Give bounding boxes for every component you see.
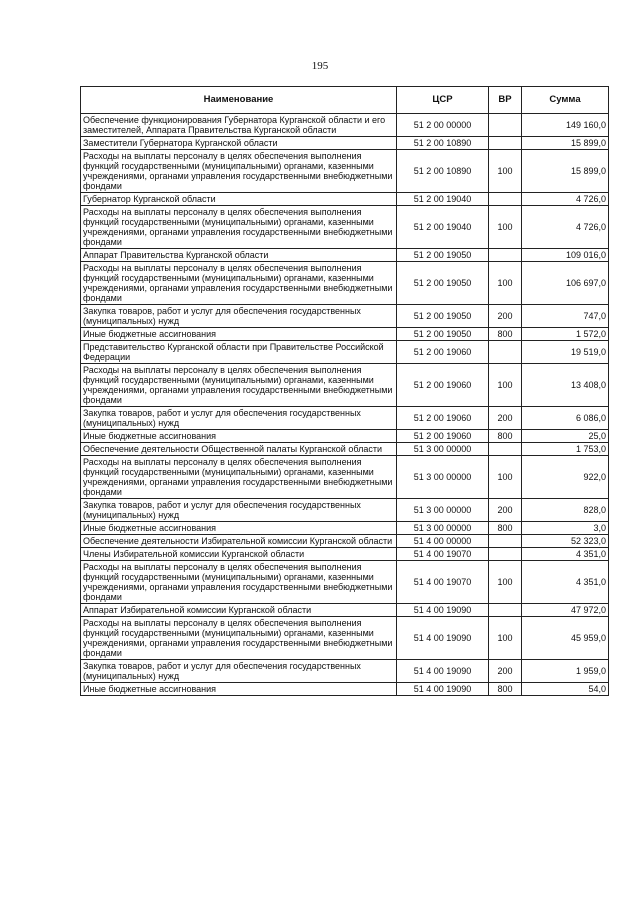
row-vr-cell: 100 bbox=[489, 456, 522, 499]
table-row bbox=[81, 407, 609, 430]
row-sum-cell: 45 959,0 bbox=[522, 617, 609, 660]
row-csr-cell: 51 3 00 00000 bbox=[397, 522, 489, 535]
table-header bbox=[81, 87, 609, 114]
row-vr-cell: 200 bbox=[489, 305, 522, 328]
table-row bbox=[81, 604, 609, 617]
row-name-cell: Расходы на выплаты персоналу в целях обеспечения выполнения функций государственными (муниципальными) органами, казенными учреждениями, органами управления государственными внебюджетными фондами bbox=[81, 456, 397, 499]
row-sum-cell: 15 899,0 bbox=[522, 150, 609, 193]
row-vr-cell bbox=[489, 193, 522, 206]
row-vr-cell: 200 bbox=[489, 499, 522, 522]
row-sum-cell: 4 726,0 bbox=[522, 193, 609, 206]
row-csr-cell: 51 3 00 00000 bbox=[397, 456, 489, 499]
row-name-cell: Заместители Губернатора Курганской области bbox=[81, 137, 397, 150]
row-sum-cell: 1 753,0 bbox=[522, 443, 609, 456]
table-row bbox=[81, 430, 609, 443]
row-vr-cell: 100 bbox=[489, 364, 522, 407]
table-row bbox=[81, 328, 609, 341]
table-row bbox=[81, 617, 609, 660]
row-csr-cell: 51 2 00 10890 bbox=[397, 137, 489, 150]
row-name-cell: Расходы на выплаты персоналу в целях обеспечения выполнения функций государственными (муниципальными) органами, казенными учреждениями, органами управления государственными внебюджетными фондами bbox=[81, 561, 397, 604]
row-name-cell: Закупка товаров, работ и услуг для обеспечения государственных (муниципальных) нужд bbox=[81, 499, 397, 522]
row-vr-cell: 100 bbox=[489, 561, 522, 604]
row-name-cell: Аппарат Правительства Курганской области bbox=[81, 249, 397, 262]
row-vr-cell bbox=[489, 249, 522, 262]
column-header-vr: ВР bbox=[489, 87, 522, 114]
column-header-csr: ЦСР bbox=[397, 87, 489, 114]
row-name-cell: Иные бюджетные ассигнования bbox=[81, 430, 397, 443]
row-sum-cell: 4 351,0 bbox=[522, 561, 609, 604]
row-csr-cell: 51 2 00 19050 bbox=[397, 328, 489, 341]
row-name-cell: Аппарат Избирательной комиссии Курганской области bbox=[81, 604, 397, 617]
row-csr-cell: 51 2 00 19060 bbox=[397, 407, 489, 430]
row-sum-cell: 747,0 bbox=[522, 305, 609, 328]
row-name-cell: Расходы на выплаты персоналу в целях обеспечения выполнения функций государственными (муниципальными) органами, казенными учреждениями, органами управления государственными внебюджетными фондами bbox=[81, 617, 397, 660]
table-row bbox=[81, 193, 609, 206]
row-name-cell: Иные бюджетные ассигнования bbox=[81, 328, 397, 341]
row-name-cell: Иные бюджетные ассигнования bbox=[81, 522, 397, 535]
row-sum-cell: 47 972,0 bbox=[522, 604, 609, 617]
row-sum-cell: 13 408,0 bbox=[522, 364, 609, 407]
row-csr-cell: 51 4 00 19090 bbox=[397, 660, 489, 683]
table-row bbox=[81, 150, 609, 193]
row-sum-cell: 3,0 bbox=[522, 522, 609, 535]
row-vr-cell: 800 bbox=[489, 683, 522, 696]
row-vr-cell: 100 bbox=[489, 617, 522, 660]
row-csr-cell: 51 2 00 19050 bbox=[397, 262, 489, 305]
row-name-cell: Расходы на выплаты персоналу в целях обеспечения выполнения функций государственными (муниципальными) органами, казенными учреждениями, органами управления государственными внебюджетными фондами bbox=[81, 364, 397, 407]
row-csr-cell: 51 4 00 00000 bbox=[397, 535, 489, 548]
row-csr-cell: 51 4 00 19070 bbox=[397, 561, 489, 604]
row-name-cell: Закупка товаров, работ и услуг для обеспечения государственных (муниципальных) нужд bbox=[81, 305, 397, 328]
row-vr-cell: 200 bbox=[489, 407, 522, 430]
row-csr-cell: 51 4 00 19090 bbox=[397, 617, 489, 660]
row-vr-cell bbox=[489, 443, 522, 456]
table-row bbox=[81, 262, 609, 305]
row-vr-cell: 100 bbox=[489, 262, 522, 305]
row-vr-cell: 800 bbox=[489, 328, 522, 341]
row-vr-cell bbox=[489, 137, 522, 150]
row-csr-cell: 51 2 00 19060 bbox=[397, 364, 489, 407]
table-row bbox=[81, 137, 609, 150]
row-sum-cell: 1 572,0 bbox=[522, 328, 609, 341]
row-sum-cell: 109 016,0 bbox=[522, 249, 609, 262]
row-name-cell: Закупка товаров, работ и услуг для обеспечения государственных (муниципальных) нужд bbox=[81, 407, 397, 430]
row-csr-cell: 51 2 00 19040 bbox=[397, 206, 489, 249]
row-sum-cell: 19 519,0 bbox=[522, 341, 609, 364]
table-row bbox=[81, 443, 609, 456]
table-row bbox=[81, 206, 609, 249]
table-row bbox=[81, 660, 609, 683]
row-sum-cell: 106 697,0 bbox=[522, 262, 609, 305]
row-sum-cell: 1 959,0 bbox=[522, 660, 609, 683]
table-row bbox=[81, 341, 609, 364]
page-number: 195 bbox=[311, 60, 329, 72]
row-csr-cell: 51 3 00 00000 bbox=[397, 443, 489, 456]
row-sum-cell: 4 726,0 bbox=[522, 206, 609, 249]
row-csr-cell: 51 2 00 19050 bbox=[397, 305, 489, 328]
table-row bbox=[81, 364, 609, 407]
row-vr-cell bbox=[489, 548, 522, 561]
table-row bbox=[81, 456, 609, 499]
budget-table bbox=[80, 86, 609, 696]
row-name-cell: Расходы на выплаты персоналу в целях обеспечения выполнения функций государственными (муниципальными) органами, казенными учреждениями, органами управления государственными внебюджетными фондами bbox=[81, 262, 397, 305]
row-sum-cell: 922,0 bbox=[522, 456, 609, 499]
row-sum-cell: 6 086,0 bbox=[522, 407, 609, 430]
row-vr-cell bbox=[489, 604, 522, 617]
row-sum-cell: 149 160,0 bbox=[522, 114, 609, 137]
table-row bbox=[81, 114, 609, 137]
row-name-cell: Обеспечение функционирования Губернатора Курганской области и его заместителей, Аппарата Правительства Курганской области bbox=[81, 114, 397, 137]
row-vr-cell bbox=[489, 535, 522, 548]
row-name-cell: Расходы на выплаты персоналу в целях обеспечения выполнения функций государственными (муниципальными) органами, казенными учреждениями, органами управления государственными внебюджетными фондами bbox=[81, 150, 397, 193]
table-row bbox=[81, 305, 609, 328]
row-sum-cell: 25,0 bbox=[522, 430, 609, 443]
table-row bbox=[81, 249, 609, 262]
row-csr-cell: 51 4 00 19090 bbox=[397, 683, 489, 696]
table-row bbox=[81, 499, 609, 522]
row-sum-cell: 52 323,0 bbox=[522, 535, 609, 548]
row-name-cell: Члены Избирательной комиссии Курганской области bbox=[81, 548, 397, 561]
column-header-sum: Сумма bbox=[522, 87, 609, 114]
row-csr-cell: 51 4 00 19070 bbox=[397, 548, 489, 561]
row-csr-cell: 51 3 00 00000 bbox=[397, 499, 489, 522]
row-vr-cell bbox=[489, 341, 522, 364]
table-row bbox=[81, 683, 609, 696]
row-sum-cell: 15 899,0 bbox=[522, 137, 609, 150]
row-sum-cell: 828,0 bbox=[522, 499, 609, 522]
table-row bbox=[81, 535, 609, 548]
row-name-cell: Закупка товаров, работ и услуг для обеспечения государственных (муниципальных) нужд bbox=[81, 660, 397, 683]
row-name-cell: Обеспечение деятельности Избирательной комиссии Курганской области bbox=[81, 535, 397, 548]
row-vr-cell: 800 bbox=[489, 430, 522, 443]
row-vr-cell: 200 bbox=[489, 660, 522, 683]
row-vr-cell: 100 bbox=[489, 206, 522, 249]
row-name-cell: Представительство Курганской области при Правительстве Российской Федерации bbox=[81, 341, 397, 364]
header-row bbox=[81, 87, 609, 114]
table-row bbox=[81, 522, 609, 535]
row-csr-cell: 51 2 00 19040 bbox=[397, 193, 489, 206]
row-name-cell: Обеспечение деятельности Общественной палаты Курганской области bbox=[81, 443, 397, 456]
row-csr-cell: 51 2 00 10890 bbox=[397, 150, 489, 193]
row-sum-cell: 54,0 bbox=[522, 683, 609, 696]
table-row bbox=[81, 548, 609, 561]
row-vr-cell: 800 bbox=[489, 522, 522, 535]
row-csr-cell: 51 2 00 19060 bbox=[397, 430, 489, 443]
row-name-cell: Расходы на выплаты персоналу в целях обеспечения выполнения функций государственными (муниципальными) органами, казенными учреждениями, органами управления государственными внебюджетными фондами bbox=[81, 206, 397, 249]
table-row bbox=[81, 561, 609, 604]
row-csr-cell: 51 2 00 00000 bbox=[397, 114, 489, 137]
row-sum-cell: 4 351,0 bbox=[522, 548, 609, 561]
row-vr-cell: 100 bbox=[489, 150, 522, 193]
row-name-cell: Иные бюджетные ассигнования bbox=[81, 683, 397, 696]
column-header-name: Наименование bbox=[81, 87, 397, 114]
row-csr-cell: 51 4 00 19090 bbox=[397, 604, 489, 617]
table-body bbox=[81, 114, 609, 696]
row-csr-cell: 51 2 00 19060 bbox=[397, 341, 489, 364]
row-csr-cell: 51 2 00 19050 bbox=[397, 249, 489, 262]
row-name-cell: Губернатор Курганской области bbox=[81, 193, 397, 206]
row-vr-cell bbox=[489, 114, 522, 137]
